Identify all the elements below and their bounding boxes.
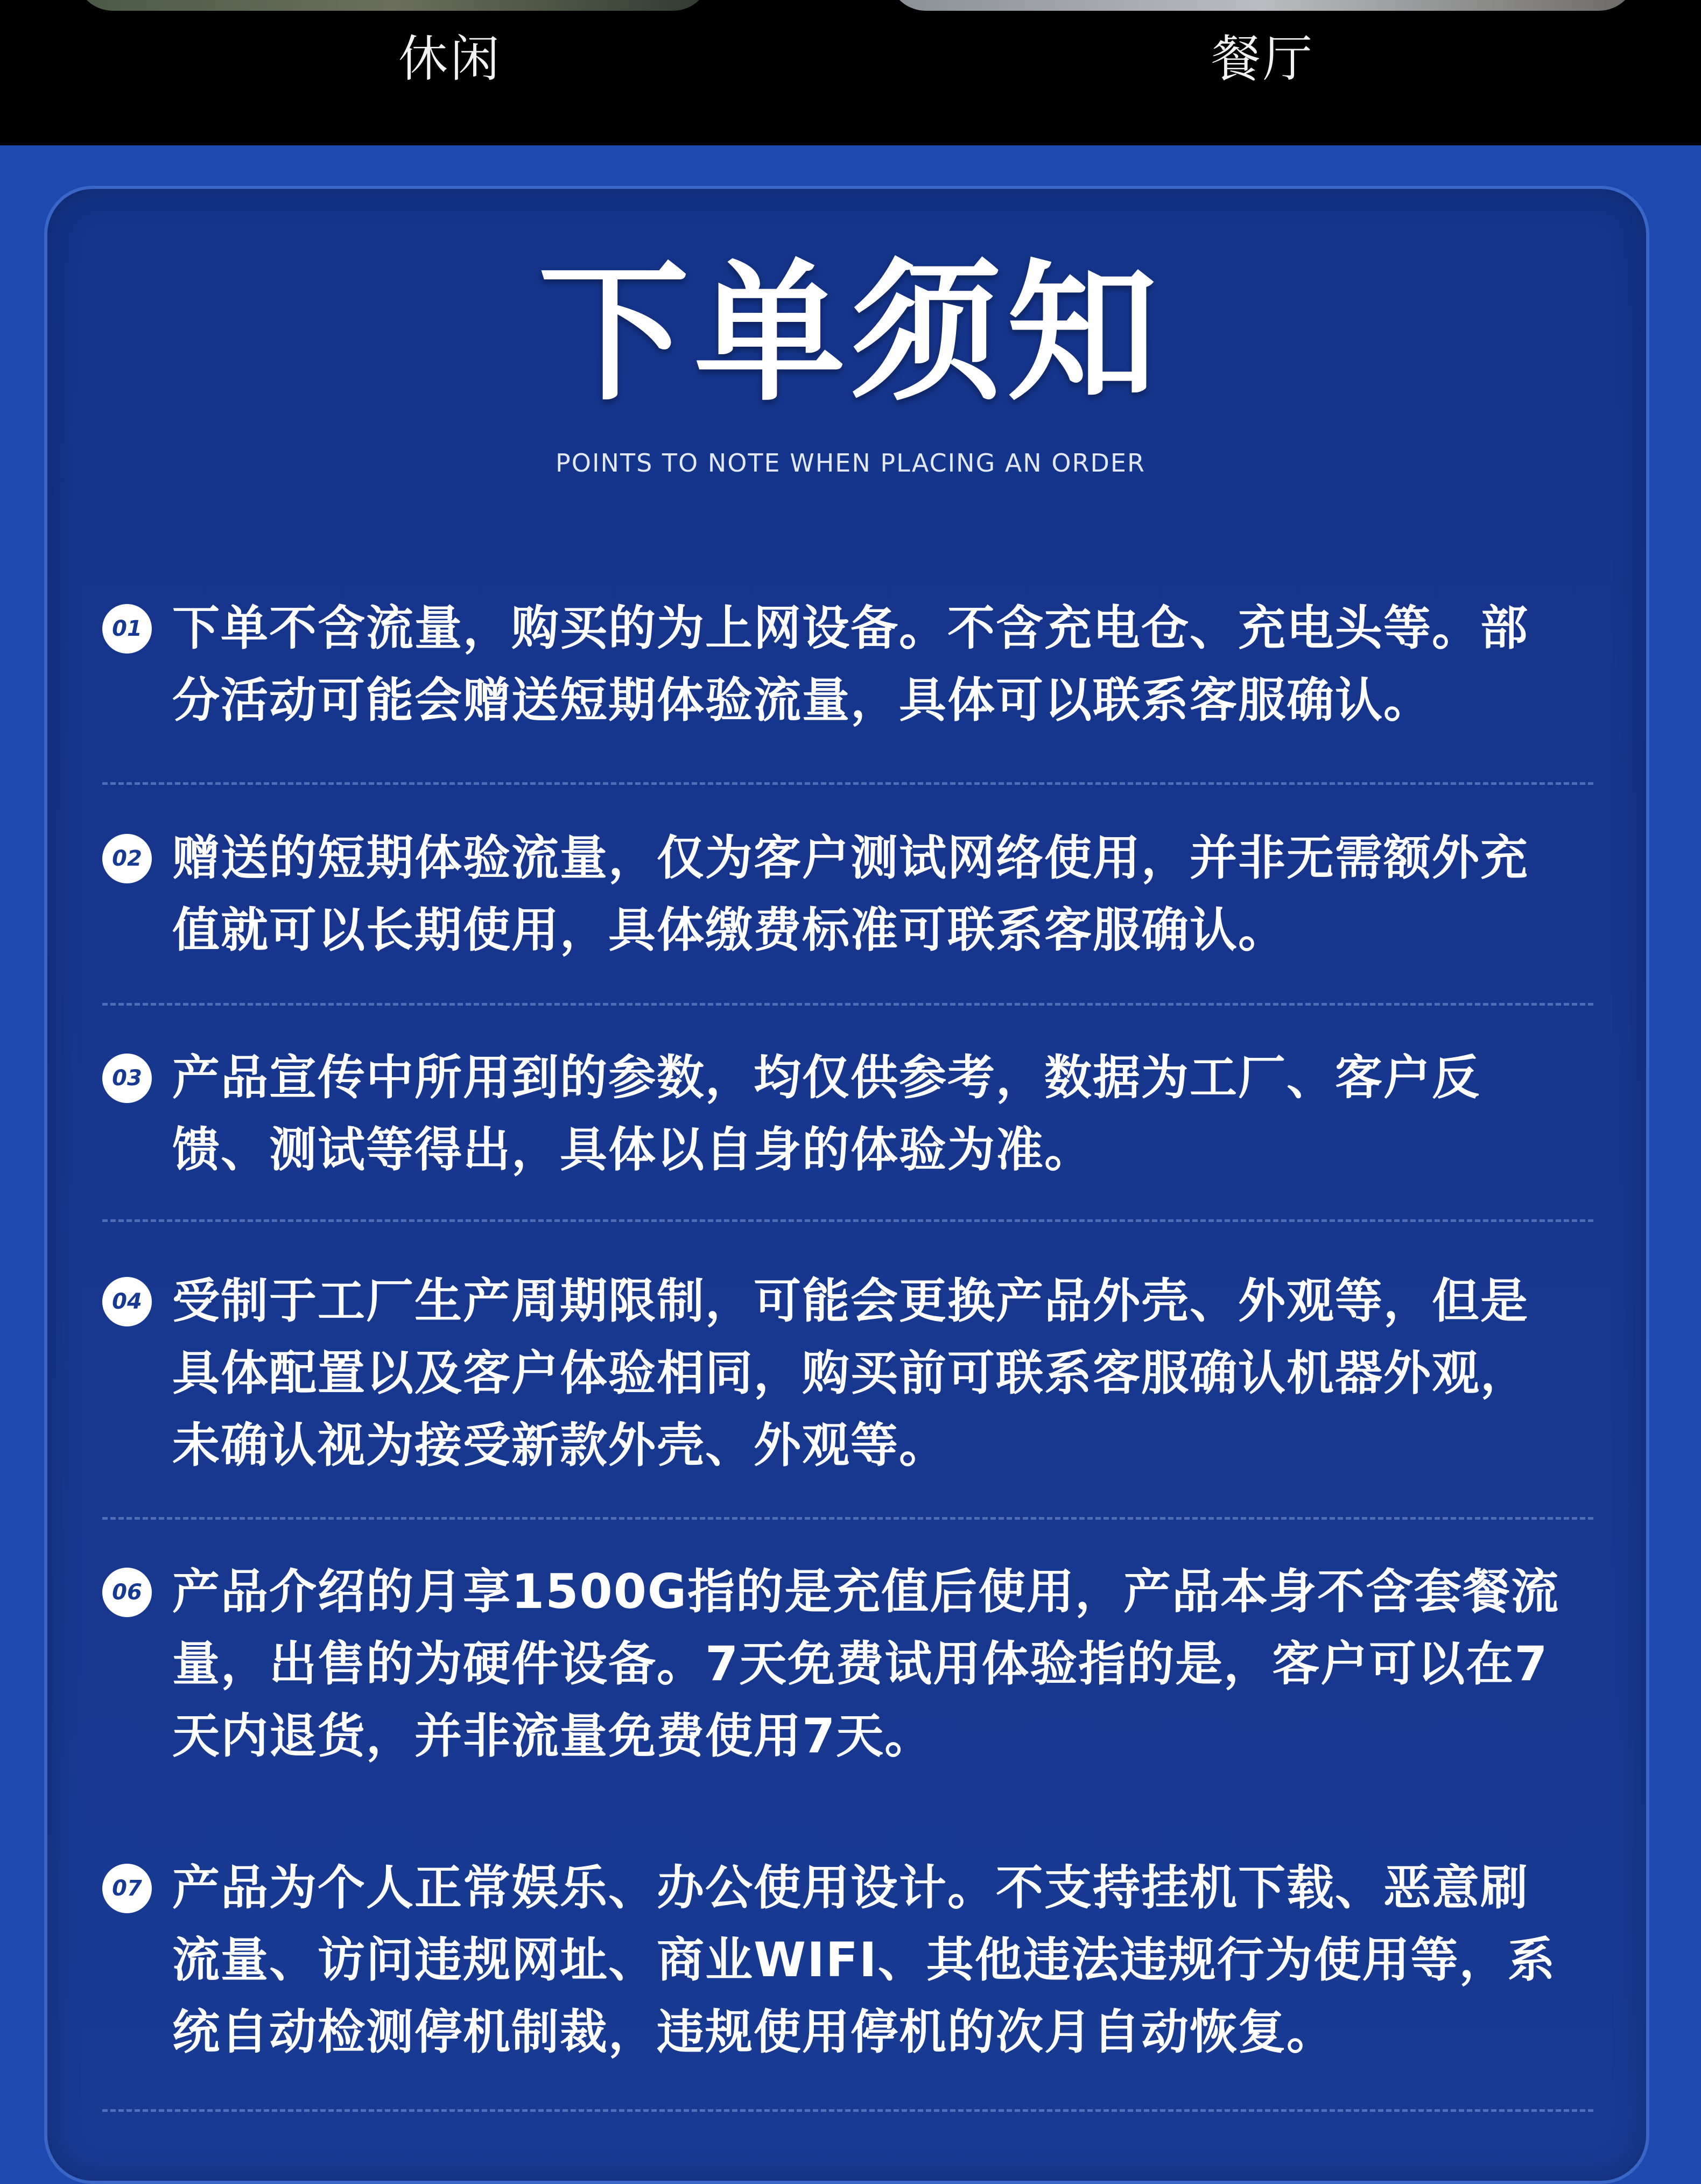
notice-number-badge: 01 — [102, 604, 152, 654]
notice-number-badge: 02 — [102, 834, 152, 883]
page-title: 下单须知 — [538, 246, 1163, 422]
notice-text: 受制于工厂生产周期限制，可能会更换产品外壳、外观等，但是具体配置以及客户体验相同，购买前可联系客服确认机器外观，未确认视为接受新款外壳、外观等。 — [172, 1273, 1529, 1473]
notice-text: 产品宣传中所用到的参数，均仅供参考，数据为工厂、客户反馈、测试等得出，具体以自身的体验为准。 — [172, 1050, 1481, 1177]
page-subtitle: POINTS TO NOTE WHEN PLACING AN ORDER — [556, 448, 1145, 477]
top-category-bar — [0, 0, 1701, 145]
restaurant-thumbnail[interactable] — [888, 0, 1636, 11]
notice-text: 产品为个人正常娱乐、办公使用设计。不支持挂机下载、恶意刷流量、访问违规网址、商业WIFI、其他违法违规行为使用等，系统自动检测停机制裁，违规使用停机的次月自动恢复。 — [172, 1860, 1556, 2060]
notice-number-badge: 04 — [102, 1277, 152, 1326]
leisure-thumbnail[interactable] — [75, 0, 711, 11]
notice-text: 下单不含流量，购买的为上网设备。不含充电仓、充电头等。部分活动可能会赠送短期体验流量，具体可以联系客服确认。 — [172, 600, 1529, 728]
divider — [102, 1003, 1593, 1006]
category-label-leisure[interactable]: 休闲 — [398, 30, 502, 88]
notice-number-badge: 06 — [102, 1568, 152, 1617]
notice-text: 赠送的短期体验流量，仅为客户测试网络使用，并非无需额外充值就可以长期使用，具体缴费标准可联系客服确认。 — [172, 830, 1529, 958]
divider — [102, 1219, 1593, 1222]
divider — [102, 1517, 1593, 1520]
notice-text: 产品介绍的月享1500G指的是充值后使用，产品本身不含套餐流量，出售的为硬件设备。7天免费试用体验指的是，客户可以在7天内退货，并非流量免费使用7天。 — [172, 1564, 1560, 1764]
notice-number-badge: 07 — [102, 1864, 152, 1913]
category-label-restaurant[interactable]: 餐厅 — [1211, 30, 1315, 88]
notice-number-badge: 03 — [102, 1054, 152, 1103]
divider — [102, 782, 1593, 785]
divider — [102, 2109, 1593, 2112]
